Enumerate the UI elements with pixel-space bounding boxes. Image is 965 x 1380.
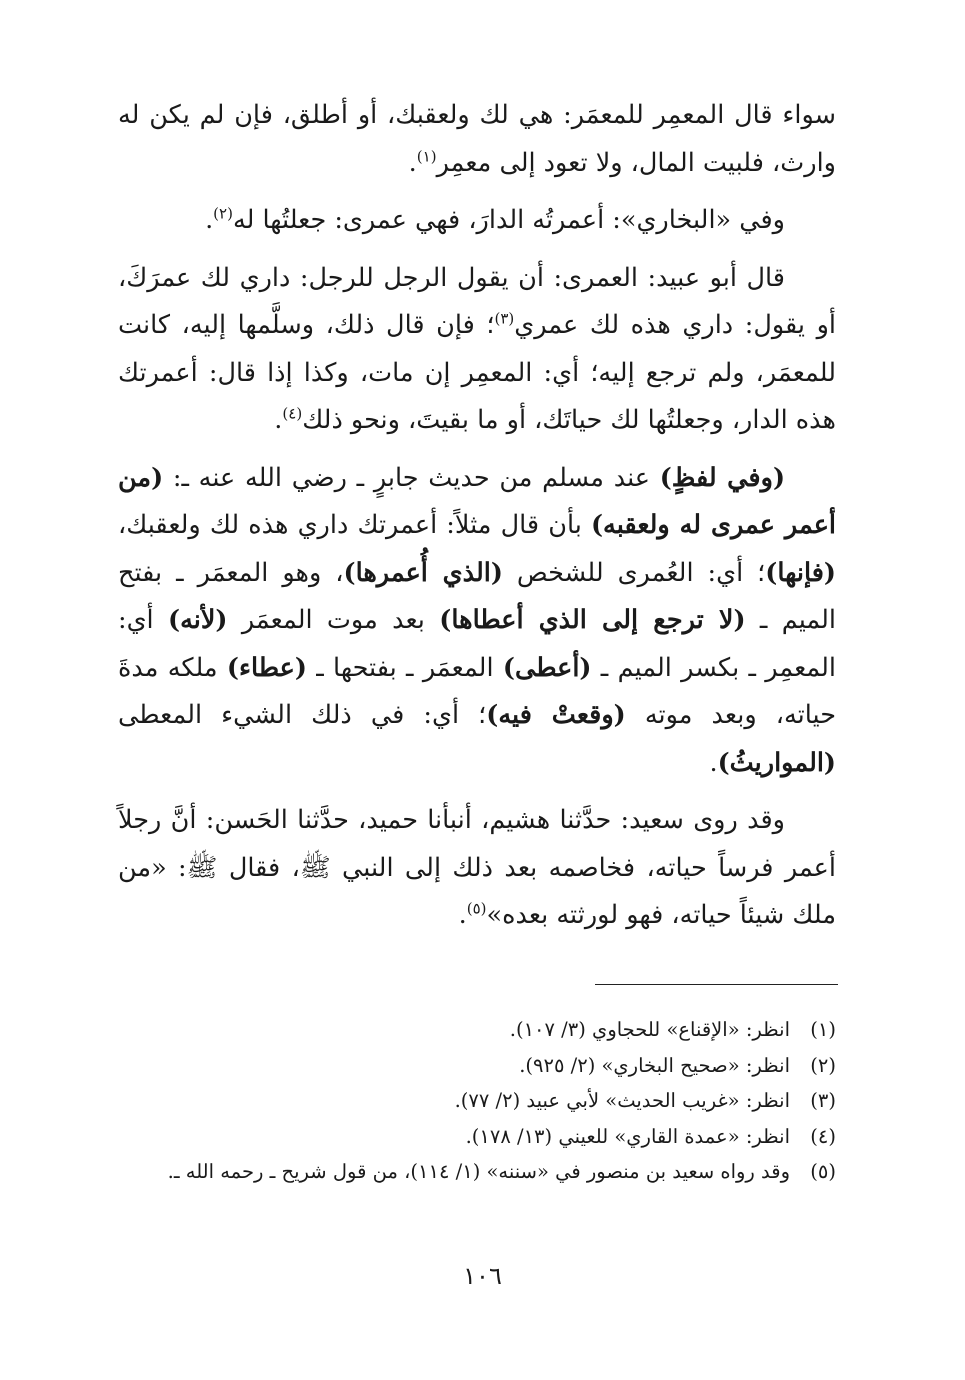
paragraph-5-end: .: [458, 900, 467, 930]
text-run: أي: المعمِر ـ بكسر الميم ـ: [118, 605, 836, 683]
footnotes: [118, 1012, 836, 1190]
footnote-number: (١): [810, 1018, 836, 1041]
paragraph-1-end: .: [408, 147, 417, 178]
text-run: ؛ أي: في ذلك الشيء المعطى: [118, 700, 487, 730]
paragraph-3-text-cont: ؛ فإن قال ذلك، وسلَّمها إليه، كانت للمعمَر، ولم ترجع إليه؛ أي: المعمِر إن مات، وكذا إذا قال: أعمرتك هذه الدار، وجعلتُها لك حياتَك، أو ما بقيتَ، ونحو ذلك: [118, 310, 836, 435]
footnote-ref-3: (٣): [494, 309, 515, 328]
text-run: ، وهو المعمَر ـ بفتح الميم ـ: [118, 557, 836, 635]
footnote-ref-4: (٤): [282, 404, 303, 423]
text-run: بأن قال مثلاً: أعمرتك داري هذه لك ولعقبك،: [118, 510, 591, 540]
footnote-ref-2: (٢): [213, 204, 233, 223]
bold-phrase: (لا ترجع إلى الذي أعطاها): [439, 605, 746, 635]
footnote-text: انظر: «عمدة القاري» للعيني (١٣/ ١٧٨).: [465, 1124, 790, 1148]
footnote-divider: [595, 984, 838, 985]
main-text: [118, 92, 836, 940]
paragraph-2: [118, 197, 836, 245]
footnote-number: (٣): [810, 1089, 836, 1112]
bold-phrase: (عطاء): [226, 652, 307, 683]
paragraph-1-text: سواء قال المعمِر للمعمَر: هي لك ولعقبك، أو أطلق، فإن لم يكن له وارث، فلبيت المال، ولا تعود إلى معمِر: [118, 100, 836, 178]
paragraph-1: [118, 92, 836, 187]
paragraph-5: [118, 797, 836, 940]
bold-phrase: (لأنه): [168, 605, 228, 635]
footnote-number: (٥): [810, 1160, 836, 1183]
footnote-text: انظر: «الإقناع» للحجاوي (٣/ ١٠٧).: [509, 1018, 790, 1041]
paragraph-3-text: قال أبو عبيد: العمرى: أن يقول الرجل للرجل: داري لك عمرَكَ، أو يقول: داري هذه لك عمري: [118, 262, 836, 340]
paragraph-5-text: وقد روى سعيد: حدَّثنا هشيم، أنبأنا حميد، حدَّثنا الحَسن: أنَّ رجلاً أعمر فرساً حياته، فخاصمه بعد ذلك إلى النبي ﷺ، فقال ﷺ: «من ملك شيئاً حياته، فهو لورثته بعده»: [118, 805, 836, 930]
footnote-text: وقد رواه سعيد بن منصور في «سننه» (١/ ١١٤)، من قول شريح ـ رحمه الله ـ.: [167, 1160, 790, 1183]
footnote-ref-5: (٥): [466, 899, 487, 918]
paragraph-2-end: .: [205, 205, 214, 235]
text-run: عند مسلم من حديث جابرٍ ـ رضي الله عنه ـ:: [163, 462, 660, 493]
bold-phrase: (المواريثُ): [717, 747, 836, 778]
bold-phrase: (الذي أُعمرها): [343, 557, 503, 588]
bold-phrase: (أعطى): [502, 652, 592, 683]
text-run: .: [709, 747, 718, 778]
bold-phrase: (من أعمر عمرى له ولعقبه): [118, 462, 836, 540]
footnote-number: (٤): [810, 1124, 836, 1148]
paragraph-4: [118, 455, 836, 788]
text-run: المعمَر ـ بفتحها ـ: [306, 652, 503, 683]
footnote-ref-1: (١): [416, 147, 437, 165]
bold-phrase: (وقعتْ فيه): [486, 700, 626, 730]
text-run: بعد موت المعمَر: [227, 605, 440, 635]
text-run: ؛ أي: العُمرى للشخص: [502, 557, 766, 588]
footnote-2: [118, 1048, 836, 1084]
footnote-text: انظر: «صحيح البخاري» (٢/ ٩٢٥).: [519, 1053, 790, 1077]
page-number: ١٠٦: [463, 1262, 502, 1290]
footnote-number: (٢): [810, 1053, 836, 1077]
paragraph-2-text: وفي «البخاري»: أعمرتُه الدارَ، فهي عمرى: جعلتُها له: [232, 205, 785, 235]
footnote-5: [118, 1154, 836, 1190]
footnote-3: [118, 1083, 836, 1119]
paragraph-3: [118, 255, 836, 445]
text-run: ملكه مدةَ حياته، وبعد موته: [118, 652, 836, 730]
bold-phrase: (وفي لفظٍ): [659, 462, 786, 493]
footnote-4: [118, 1119, 836, 1155]
bold-phrase: (فإنها): [765, 557, 836, 588]
footnote-text: انظر: «غريب الحديث» لأبي عبيد (٢/ ٧٧).: [454, 1089, 790, 1112]
footnote-1: [118, 1012, 836, 1048]
paragraph-3-end: .: [274, 405, 283, 435]
